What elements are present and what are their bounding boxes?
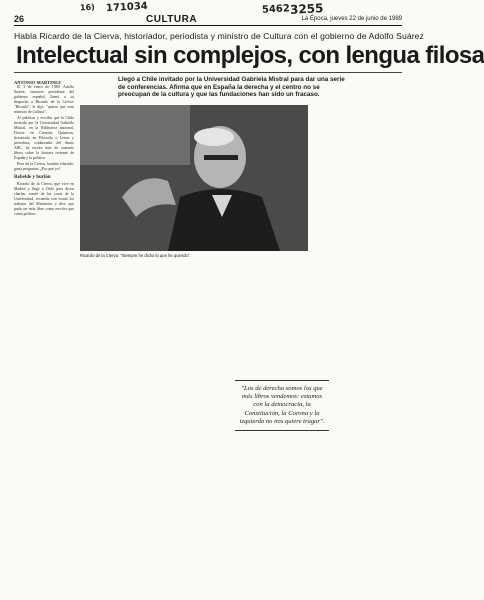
page-number: 26 (14, 14, 25, 24)
byline: ANTONIO MARTINEZ (14, 80, 62, 85)
body-paragraph: Pese de la Cierva, hombre educado, gusta preguntar: ¿Por qué yo? (14, 162, 74, 171)
subhead: Rebelde y burlón (14, 175, 51, 180)
handwritten-mark-4: 3255 (289, 1, 324, 17)
body-paragraph: El 3 de enero de 1980, Adolfo Suárez, entonces presidente del gobierno español, llamó a su despacho a Ricardo de la Cierva: "Ricardo", le dijo, "quiero que seas ministro de Cultura". (14, 85, 74, 114)
dateline: La Época, jueves 22 de junio de 1989 (301, 16, 402, 22)
section-label: CULTURA (146, 14, 198, 25)
article-photo (80, 105, 308, 251)
handwritten-mark-2: 171034 (105, 0, 149, 15)
handwritten-mark-3: 5462 (261, 3, 291, 16)
pull-quote: "Los de derecha somos los que más libros vendemos: estamos con la democracia, la Constitución, la Corona y la izquierda no nos quiere tragar". (235, 380, 329, 431)
handwritten-mark-1: 16) (79, 2, 96, 13)
page-header (14, 14, 402, 26)
photo-caption: Ricardo de la Cierva: "Siempre he dicho lo que he querido". (80, 253, 191, 258)
headline-rule (14, 72, 402, 73)
article-deck: Llegó a Chile invitado por la Universidad Gabriela Mistral para dar una serie de conferencias. Afirma que en España la derecha y el centro no se preocupan de la cultura y que las fundaciones han sido un fracaso. (118, 76, 345, 98)
body-paragraph: Ricardo de la Cierva, que vive en Madrid y llegó a Chile para dictar charlas, sonríe de las cosas de la Universidad, recuerda con ironía los trabajos del Ministerio y dice que pudo ser más libre como escritor que como político. (14, 182, 74, 216)
column-1 (14, 80, 74, 585)
article-kicker: Habla Ricardo de la Cierva, historiador, periodista y ministro de Cultura con el gobierno de Adolfo Suárez (14, 31, 424, 41)
portrait-photo-image (80, 105, 308, 251)
body-paragraph: Al publicar y escribir que la Chile invitado por la Universidad Gabriela Mistral, en la Biblioteca nacional, Doctor en Ciencias Químicas, licenciado en Filosofía y Letras y periodista, colaborador del diario ABC, ha escrito más de cuarenta libros sobre la historia reciente de España y la política. (14, 116, 74, 160)
article-headline: Intelectual sin complejos, con lengua filosa (16, 42, 484, 69)
